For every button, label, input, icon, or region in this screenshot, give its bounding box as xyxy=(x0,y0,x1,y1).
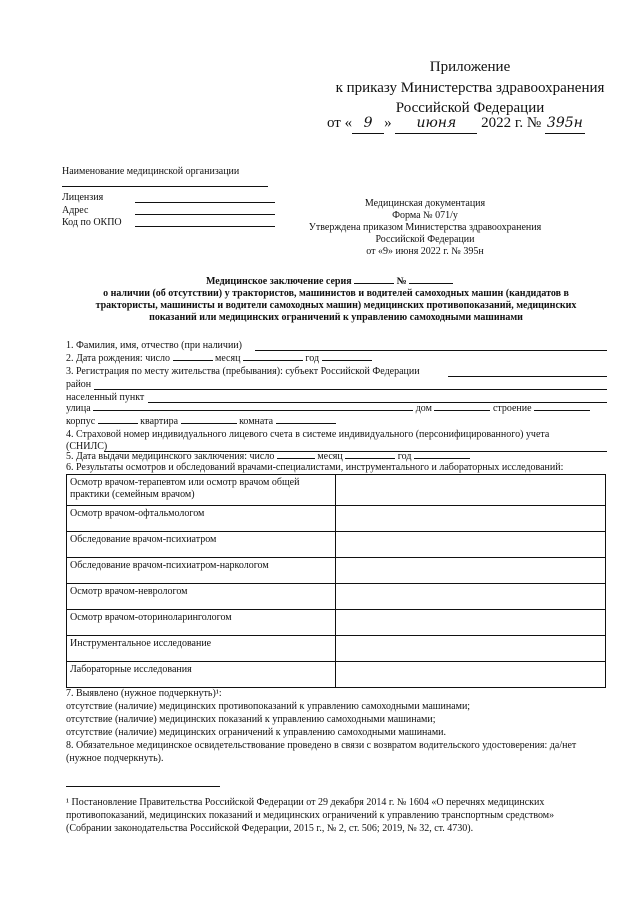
results-cell-value xyxy=(336,636,606,662)
section7-line3: отсутствие (наличие) медицинских ограничений к управлению самоходными машинами. xyxy=(66,727,447,738)
results-cell-label: Лабораторные исследования xyxy=(67,662,336,688)
results-table xyxy=(66,474,606,688)
field-results-heading: 6. Результаты осмотров и обследований врачами-специалистами, инструментального и лабораторных исследований: xyxy=(66,462,564,473)
results-cell-label: Инструментальное исследование xyxy=(67,636,336,662)
appendix-number: 395н xyxy=(545,113,585,134)
appendix-day: 9 xyxy=(352,113,384,134)
field-issue-date: 5. Дата выдачи медицинского заключения: число месяц год xyxy=(66,451,470,462)
title-line1: Медицинское заключение серия № xyxy=(206,276,453,288)
field-rayon-line xyxy=(94,389,607,390)
footnote-separator xyxy=(66,786,220,787)
title-line3: трактористы, машинисты и водители самоходных машин) медицинских противопоказаний, медицинских xyxy=(95,300,577,311)
okpo-label: Код по ОКПО xyxy=(62,217,122,228)
stamp-line1: Медицинская документация xyxy=(364,198,486,209)
address-label: Адрес xyxy=(62,205,89,216)
table-row xyxy=(67,636,606,662)
field-birthdate: 2. Дата рождения: число месяц год xyxy=(66,353,372,364)
field-building: корпус квартира комната xyxy=(66,416,336,427)
field-snils-label2: (СНИЛС) xyxy=(66,441,108,452)
table-row xyxy=(67,662,606,688)
title-line2: о наличии (об отсутствии) у трактористов, машинистов и водителей самоходных машин (кандидатов в xyxy=(103,288,569,299)
results-cell-label: Обследование врачом-психиатром-наркологом xyxy=(67,558,336,584)
table-row xyxy=(67,558,606,584)
appendix-line2: Российской Федерации xyxy=(395,100,545,116)
org-name-label: Наименование медицинской организации xyxy=(62,166,240,177)
field-fio-label: 1. Фамилия, имя, отчество (при наличии) xyxy=(66,340,242,351)
stamp-line3: Утверждена приказом Министерства здравоохранения xyxy=(308,222,542,233)
results-cell-value xyxy=(336,610,606,636)
footnote-line2: противопоказаний, медицинских показаний и медицинских ограничений к управлению транспортным средством» xyxy=(66,810,555,821)
field-rayon-label: район xyxy=(66,379,92,390)
section8-line2: (нужное подчеркнуть). xyxy=(66,753,164,764)
table-row xyxy=(67,506,606,532)
results-cell-value xyxy=(336,532,606,558)
field-fio-line xyxy=(255,350,607,351)
field-punkt-label: населенный пункт xyxy=(66,392,145,403)
okpo-line xyxy=(135,226,275,227)
address-line xyxy=(135,214,275,215)
stamp-line2: Форма № 071/у xyxy=(392,210,458,221)
table-row xyxy=(67,532,606,558)
stamp-line5: от «9» июня 2022 г. № 395н xyxy=(366,246,484,257)
results-cell-value xyxy=(336,506,606,532)
table-row xyxy=(67,584,606,610)
results-cell-label: Обследование врачом-психиатром xyxy=(67,532,336,558)
results-cell-value xyxy=(336,475,606,506)
field-snils-label: 4. Страховой номер индивидуального лицевого счета в системе индивидуального (персонифицированного) учета xyxy=(66,429,550,440)
section8-line1: 8. Обязательное медицинское освидетельствование проведено в связи с возвратом водительского удостоверения: да/нет xyxy=(66,740,577,751)
footnote-line1: ¹ Постановление Правительства Российской Федерации от 29 декабря 2014 г. № 1604 «О перечнях медицинских xyxy=(66,797,545,808)
results-cell-label: Осмотр врачом-офтальмологом xyxy=(67,506,336,532)
table-row xyxy=(67,610,606,636)
license-label: Лицензия xyxy=(62,192,104,203)
field-registration-label: 3. Регистрация по месту жительства (пребывания): субъект Российской Федерации xyxy=(66,366,420,377)
results-cell-value xyxy=(336,662,606,688)
results-cell-label: Осмотр врачом-терапевтом или осмотр врачом общей практики (семейным врачом) xyxy=(67,475,336,506)
stamp-line4: Российской Федерации xyxy=(375,234,475,245)
footnote-line3: (Собрании законодательства Российской Федерации, 2015 г., № 2, ст. 506; 2019, № 32, ст. 4730). xyxy=(66,823,474,834)
org-name-line xyxy=(62,186,268,187)
section7-line2: отсутствие (наличие) медицинских показаний к управлению самоходными машинами; xyxy=(66,714,436,725)
results-cell-value xyxy=(336,558,606,584)
section7-line1: отсутствие (наличие) медицинских противопоказаний к управлению самоходными машинами; xyxy=(66,701,471,712)
appendix-date: от « 9 » июня 2022 г. № 395н xyxy=(327,113,585,134)
field-street: улица дом строение xyxy=(66,403,590,414)
results-cell-label: Осмотр врачом-оториноларингологом xyxy=(67,610,336,636)
results-cell-value xyxy=(336,584,606,610)
appendix-title: Приложение xyxy=(429,59,511,75)
results-cell-label: Осмотр врачом-неврологом xyxy=(67,584,336,610)
appendix-line1: к приказу Министерства здравоохранения xyxy=(335,80,605,96)
license-line xyxy=(135,202,275,203)
title-line4: показаний или медицинских ограничений к управлению самоходными машинами xyxy=(149,312,523,323)
field-registration-line xyxy=(448,376,607,377)
table-row xyxy=(67,475,606,506)
appendix-month: июня xyxy=(395,113,477,134)
section7-heading: 7. Выявлено (нужное подчеркнуть)¹: xyxy=(66,688,222,699)
